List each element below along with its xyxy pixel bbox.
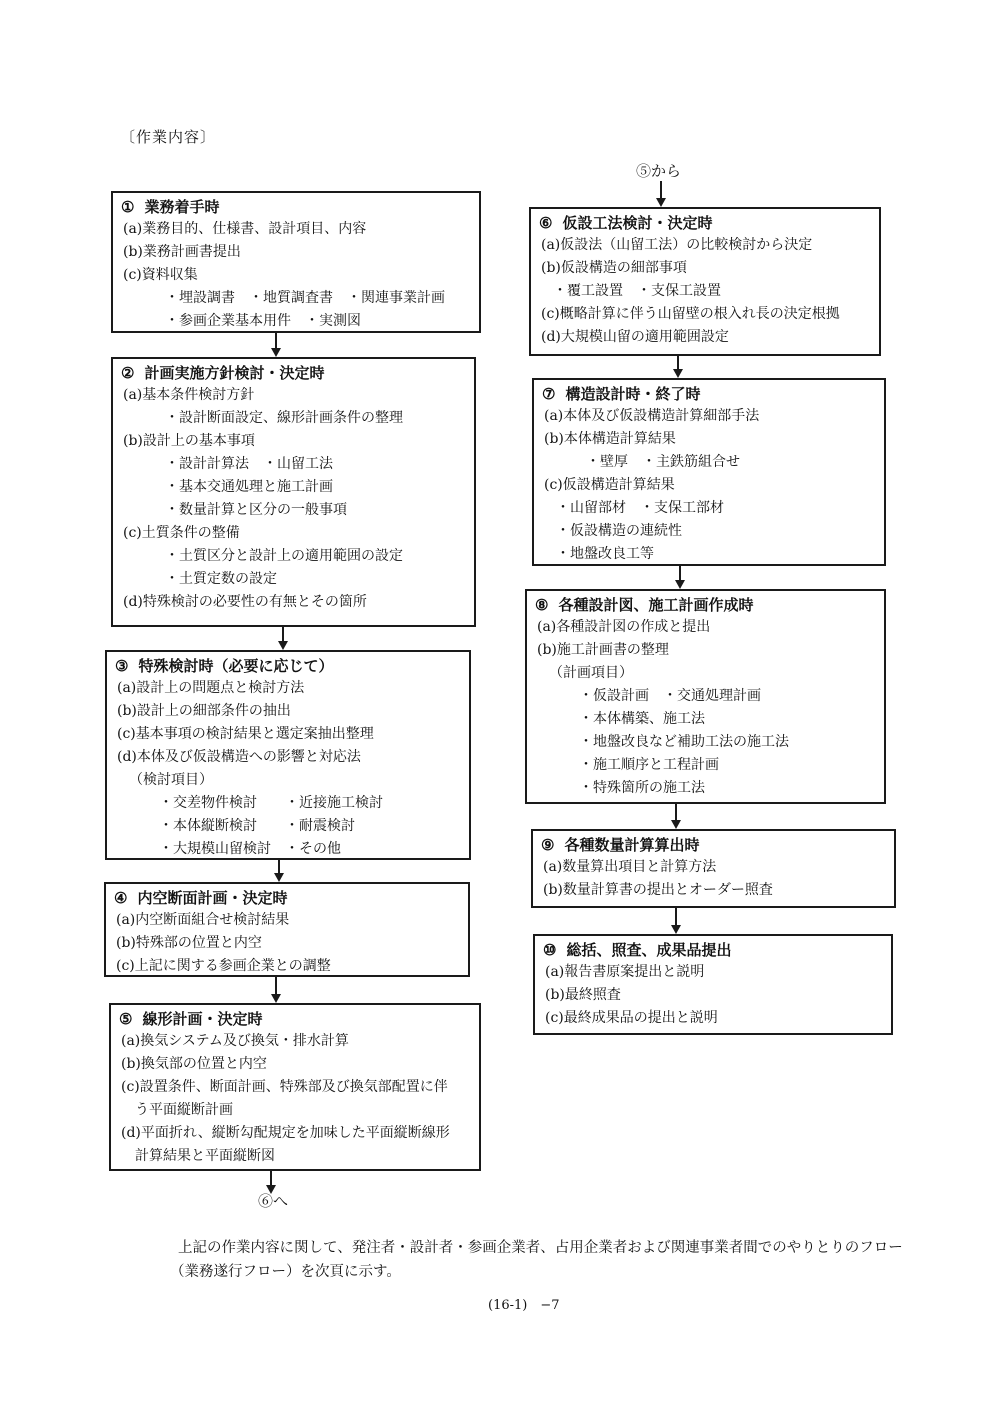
step-title (115, 656, 461, 677)
arrow-3-4 (274, 873, 284, 882)
step-box-8 (525, 589, 886, 804)
footer-line-1: 上記の作業内容に関して、発注者・設計者・参画企業者、占用企業者および関連事業者間でのやりとりのフロー (178, 1240, 903, 1256)
connector-2-3 (282, 627, 284, 642)
step-item: (c)基本事項の検討結果と選定案抽出整理 (117, 726, 374, 742)
step-title-text: 構造設計時・終了時 (565, 385, 701, 403)
arrow-9-10 (671, 925, 681, 934)
step-item: ・地盤改良など補助工法の施工法 (579, 734, 789, 750)
step-title (542, 384, 876, 405)
arrow-7-8 (675, 580, 685, 589)
step-item: ・参画企業基本用件 ・実測図 (165, 313, 361, 329)
step-title (541, 835, 886, 856)
step-item: ・埋設調書 ・地質調査書 ・関連事業計画 (165, 290, 445, 306)
step-number: ② (121, 364, 135, 382)
connector-8-9 (675, 804, 677, 821)
step-item: (a)仮設法（山留工法）の比較検討から決定 (541, 237, 813, 253)
step-box-7 (532, 378, 886, 566)
step-item: (b)仮設構造の細部事項 (541, 260, 687, 276)
step-item: (b)換気部の位置と内空 (121, 1056, 267, 1072)
step-box-4 (104, 882, 470, 977)
step-item: (a)数量算出項目と計算方法 (543, 859, 717, 875)
step-item: (a)報告書原案提出と説明 (545, 964, 705, 980)
step-box-3 (105, 650, 471, 860)
step-item: (a)基本条件検討方針 (123, 387, 255, 403)
arrow-1-2 (271, 348, 281, 357)
step-item: (b)数量計算書の提出とオーダー照査 (543, 882, 773, 898)
step-item: (a)各種設計図の作成と提出 (537, 619, 711, 635)
footer-line-2: （業務遂行フロー）を次頁に示す。 (170, 1264, 401, 1280)
footer-paragraph (170, 1236, 903, 1284)
step-item: （検討項目） (129, 772, 213, 788)
step-item: (a)内空断面組合せ検討結果 (116, 912, 290, 928)
step-item: (c)土質条件の整備 (123, 525, 240, 541)
connector-7-8 (679, 566, 681, 581)
step-item: (a)換気システム及び換気・排水計算 (121, 1033, 349, 1049)
step-number: ⑤ (119, 1010, 133, 1028)
step-title-text: 各種設計図、施工計画作成時 (558, 596, 754, 614)
step-title-text: 総括、照査、成果品提出 (566, 941, 732, 959)
step-title-text: 特殊検討時（必要に応じて） (138, 657, 334, 675)
page-heading: 〔作業内容〕 (120, 128, 217, 146)
step-item: ・土質区分と設計上の適用範囲の設定 (165, 548, 403, 564)
step-number: ⑦ (542, 385, 556, 403)
step-number: ④ (114, 889, 128, 907)
step-title (114, 888, 460, 909)
arrow-6-7 (673, 369, 683, 378)
from-step-5-label: ⑤から (636, 162, 682, 180)
step-item: ・基本交通処理と施工計画 (165, 479, 333, 495)
arrow-in-6 (656, 198, 666, 207)
step-item: ・山留部材 ・支保工部材 (556, 500, 724, 516)
step-item: (d)本体及び仮設構造への影響と対応法 (117, 749, 361, 765)
arrow-2-3 (278, 641, 288, 650)
step-item: (a)設計上の問題点と検討方法 (117, 680, 305, 696)
step-title (539, 213, 871, 234)
step-title-text: 計画実施方針検討・決定時 (144, 364, 325, 382)
step-item: (d)大規模山留の適用範囲設定 (541, 329, 729, 345)
arrow-8-9 (671, 820, 681, 829)
step-item: ・本体構築、施工法 (579, 711, 705, 727)
step-item: (c)最終成果品の提出と説明 (545, 1010, 718, 1026)
step-item: (c)上記に関する参画企業との調整 (116, 958, 331, 974)
step-item: (c)概略計算に伴う山留壁の根入れ長の決定根拠 (541, 306, 840, 322)
step-title-text: 業務着手時 (144, 198, 220, 216)
step-title (535, 595, 876, 616)
step-number: ① (121, 198, 135, 216)
step-item: (b)設計上の細部条件の抽出 (117, 703, 291, 719)
to-step-6-label: ⑥へ (258, 1192, 289, 1210)
step-title (543, 940, 883, 961)
step-item: (c)設置条件、断面計画、特殊部及び換気部配置に伴 (121, 1079, 448, 1095)
step-item: (b)本体構造計算結果 (544, 431, 676, 447)
step-item: ・覆工設置 ・支保工設置 (553, 283, 721, 299)
step-item: 計算結果と平面縦断図 (135, 1148, 275, 1164)
step-box-1 (111, 191, 481, 333)
step-item: ・交差物件検討 ・近接施工検討 (159, 795, 383, 811)
step-title (119, 1009, 471, 1030)
connector-1-2 (275, 333, 277, 349)
step-item: ・施工順序と工程計画 (579, 757, 719, 773)
connector-4-5 (275, 977, 277, 995)
step-box-5 (109, 1003, 481, 1171)
step-number: ⑧ (535, 596, 549, 614)
step-item: ・仮設計画 ・交通処理計画 (579, 688, 761, 704)
step-number: ⑨ (541, 836, 555, 854)
step-item: (c)仮設構造計算結果 (544, 477, 675, 493)
step-item: (b)最終照査 (545, 987, 621, 1003)
step-title-text: 各種数量計算算出時 (564, 836, 700, 854)
page-number: (16-1) −7 (488, 1298, 560, 1313)
step-item: (d)平面折れ、縦断勾配規定を加味した平面縦断線形 (121, 1125, 450, 1141)
step-item: ・壁厚 ・主鉄筋組合せ (586, 454, 740, 470)
step-item: ・設計断面設定、線形計画条件の整理 (165, 410, 403, 426)
step-title (121, 197, 471, 218)
step-item: (a)業務目的、仕様書、設計項目、内容 (123, 221, 367, 237)
step-item: う平面縦断計画 (135, 1102, 233, 1118)
step-item: (b)施工計画書の整理 (537, 642, 669, 658)
connector-in-6 (660, 181, 662, 198)
step-item: ・数量計算と区分の一般事項 (165, 502, 347, 518)
connector-5-out (270, 1171, 272, 1186)
step-item: (d)特殊検討の必要性の有無とその箇所 (123, 594, 367, 610)
step-title-text: 仮設工法検討・決定時 (562, 214, 713, 232)
step-box-9 (531, 829, 896, 908)
step-number: ③ (115, 657, 129, 675)
step-number: ⑥ (539, 214, 553, 232)
step-box-2 (111, 357, 476, 627)
step-item: (b)設計上の基本事項 (123, 433, 255, 449)
connector-9-10 (675, 908, 677, 926)
step-box-6 (529, 207, 881, 356)
step-item: ・設計計算法 ・山留工法 (165, 456, 333, 472)
step-title (121, 363, 466, 384)
step-box-10 (533, 934, 893, 1035)
step-item: ・地盤改良工等 (556, 546, 654, 562)
step-number: ⑩ (543, 941, 557, 959)
step-item: (c)資料収集 (123, 267, 198, 283)
connector-6-7 (677, 356, 679, 370)
step-item: ・土質定数の設定 (165, 571, 277, 587)
step-item: ・大規模山留検討 ・その他 (159, 841, 341, 857)
step-item: （計画項目） (549, 665, 633, 681)
step-item: (b)特殊部の位置と内空 (116, 935, 262, 951)
arrow-4-5 (271, 994, 281, 1003)
step-item: (a)本体及び仮設構造計算細部手法 (544, 408, 760, 424)
step-title-text: 内空断面計画・決定時 (137, 889, 288, 907)
step-title-text: 線形計画・決定時 (142, 1010, 263, 1028)
step-item: (b)業務計画書提出 (123, 244, 241, 260)
step-item: ・本体縦断検討 ・耐震検討 (159, 818, 355, 834)
connector-3-4 (278, 860, 280, 874)
step-item: ・特殊箇所の施工法 (579, 780, 705, 796)
step-item: ・仮設構造の連続性 (556, 523, 682, 539)
